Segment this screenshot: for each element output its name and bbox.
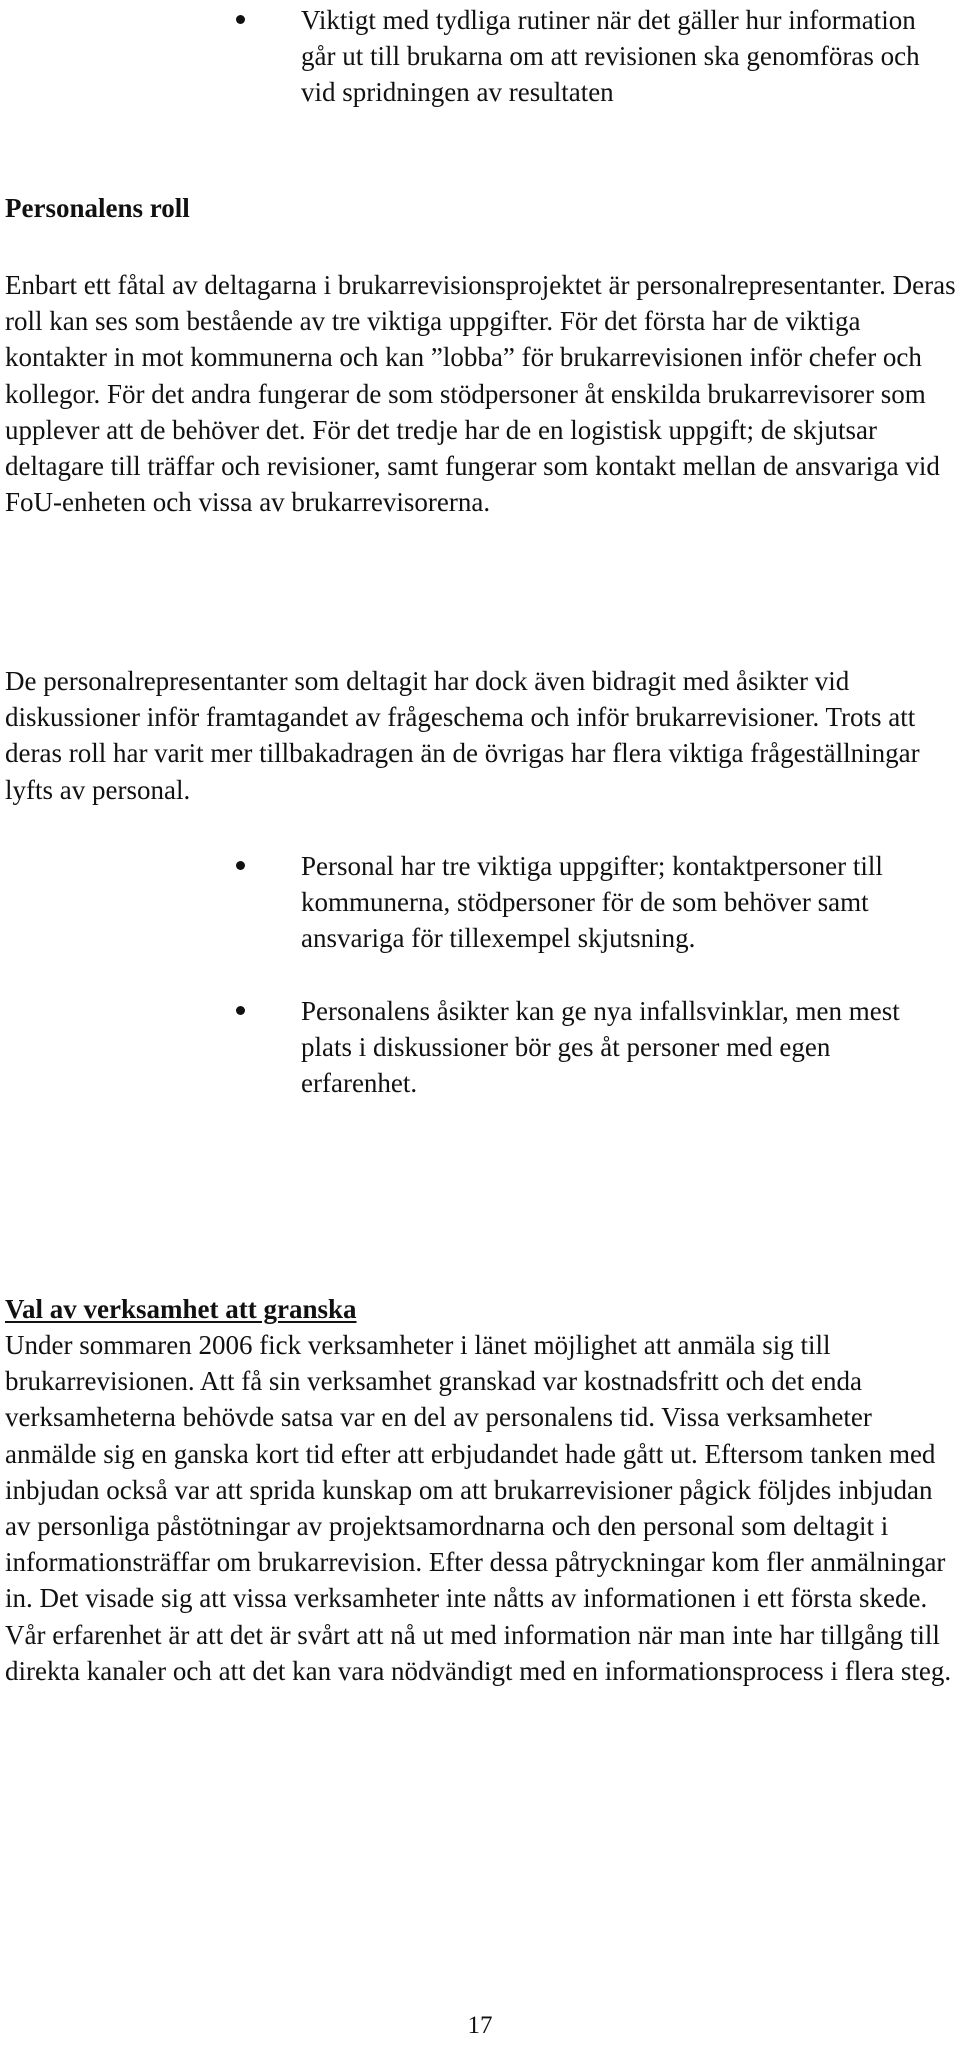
bullet-icon — [236, 15, 245, 24]
bullet-item — [236, 993, 926, 1101]
paragraph-personal-2: De personalrepresentanter som deltagit har dock även bidragit med åsikter vid diskussioner inför framtagandet av frågeschema och inför brukarrevisioner. Trots att deras roll har varit mer tillbakadragen än de övrigas har flera viktiga frågeställningar lyfts av personal. — [5, 666, 920, 805]
bullet-text: Personal har tre viktiga uppgifter; kontaktpersoner till kommunerna, stödpersoner för de som behöver samt ansvariga för tillexempel skjutsning. — [301, 851, 883, 953]
bullet-item — [236, 2, 926, 110]
summary-bullet-list — [236, 848, 926, 1101]
section-heading-val-av-verksamhet: Val av verksamhet att granska — [5, 1294, 357, 1324]
bullet-text: Viktigt med tydliga rutiner när det gäller hur information går ut till brukarna om att revisionen ska genomföras och vid spridningen av resultaten — [301, 5, 920, 107]
paragraph-val: Under sommaren 2006 fick verksamheter i länet möjlighet att anmäla sig till brukarrevisionen. Att få sin verksamhet granskad var kostnadsfritt och det enda verksamheterna behövde satsa var en del av personalens tid. Vissa verksamheter anmälde sig en ganska kort tid efter att erbjudandet hade gått ut. Eftersom tanken med inbjudan också var att sprida kunskap om att brukarrevisioner pågick följdes inbjudan av personliga påstötningar av projektsamordnarna och den personal som deltagit i informationsträffar om brukarrevision. Efter dessa påtryckningar kom fler anmälningar in. Det visade sig att vissa verksamheter inte nåtts av informationen i ett första skede. Vår erfarenhet är att det är svårt att nå ut med information när man inte har tillgång till direkta kanaler och att det kan vara nödvändigt med en informationsprocess i flera steg. — [5, 1330, 952, 1686]
bullet-text: Personalens åsikter kan ge nya infallsvinklar, men mest plats i diskussioner bör ges åt personer med egen erfarenhet. — [301, 996, 900, 1098]
paragraph-personal-1: Enbart ett fåtal av deltagarna i brukarrevisionsprojektet är personalrepresentanter. Deras roll kan ses som bestående av tre viktiga uppgifter. För det första har de viktiga kontakter in mot kommunerna och kan ”lobba” för brukarrevisionen inför chefer och kollegor. För det andra fungerar de som stödpersoner åt enskilda brukarrevisorer som upplever att de behöver det. För det tredje har de en logistisk uppgift; de skjutsar deltagare till träffar och revisioner, samt fungerar som kontakt mellan de ansvariga vid FoU-enheten och vissa av brukarrevisorerna. — [5, 270, 956, 518]
section-heading-personalens-roll: Personalens roll — [5, 193, 190, 223]
bullet-icon — [236, 861, 245, 870]
top-bullet-list — [236, 2, 926, 110]
bullet-item — [236, 848, 926, 956]
bullet-icon — [236, 1006, 245, 1015]
page-number: 17 — [467, 2012, 493, 2039]
